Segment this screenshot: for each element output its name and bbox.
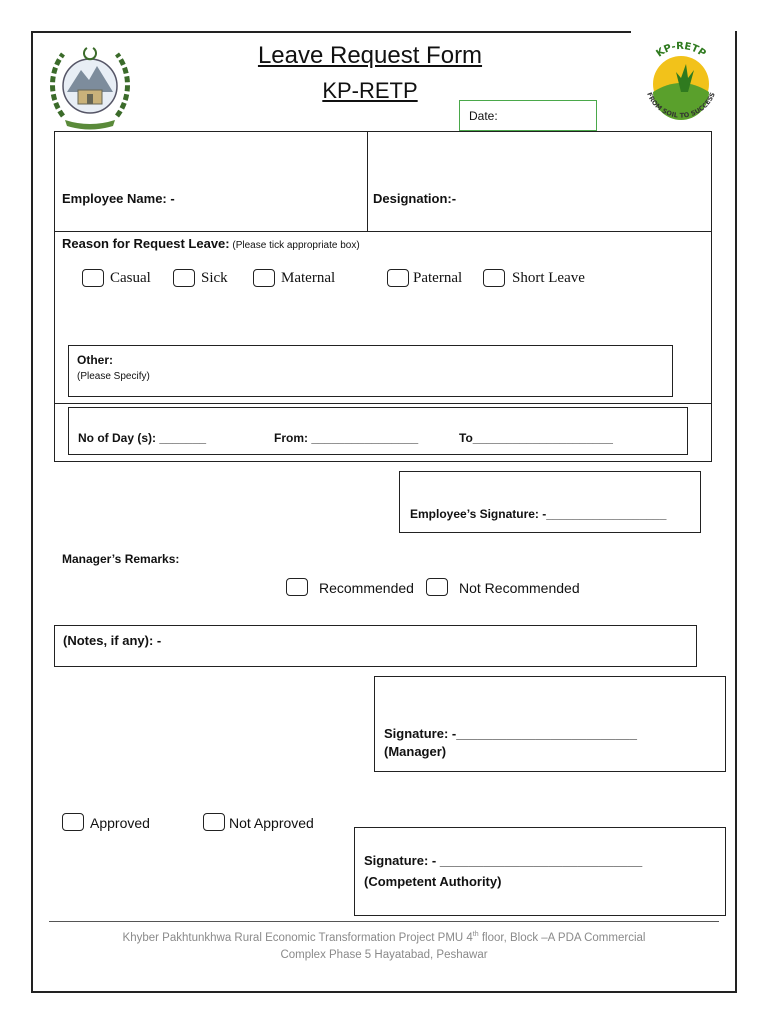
date-label: Date: (469, 109, 498, 123)
designation-label: Designation:- (373, 191, 457, 206)
reason-heading (62, 235, 360, 253)
employee-name-input[interactable] (175, 186, 360, 210)
footer-address (60, 926, 708, 964)
date-field[interactable] (459, 100, 597, 131)
footer-divider (49, 921, 719, 922)
employee-signature-box[interactable] (399, 471, 701, 533)
designation-input[interactable] (460, 186, 705, 210)
employee-signature-label: Employee’s Signature: -__________________ (410, 507, 667, 521)
other-label: Other: (77, 353, 113, 367)
form-title: Leave Request Form (257, 42, 483, 69)
divider (54, 231, 712, 232)
notes-label: (Notes, if any): - (63, 633, 162, 648)
employee-name-label: Employee Name: - (62, 191, 175, 206)
other-hint: (Please Specify) (77, 371, 150, 382)
manager-role-label: (Manager) (384, 744, 447, 759)
svg-text:FROM SOIL TO SUCCESS: FROM SOIL TO SUCCESS (645, 91, 717, 120)
sick-checkbox[interactable] (173, 269, 195, 287)
paternal-label: Paternal (413, 270, 463, 286)
approved-checkbox[interactable] (62, 813, 84, 831)
maternal-checkbox[interactable] (253, 269, 275, 287)
paternal-checkbox[interactable] (387, 269, 409, 287)
to-date-field[interactable]: To_____________________ (459, 431, 613, 445)
divider (367, 131, 368, 232)
footer-line-1: Khyber Pakhtunkhwa Rural Economic Transformation Project PMU 4th floor, Block –A PDA Commercial (122, 931, 646, 944)
svg-text:KP-RETP: KP-RETP (654, 40, 708, 60)
manager-remarks-label: Manager’s Remarks: (62, 552, 180, 566)
recommended-checkbox[interactable] (286, 578, 308, 596)
divider (54, 403, 712, 404)
footer-line-2: Complex Phase 5 Hayatabad, Peshawar (280, 948, 488, 961)
casual-label: Casual (110, 270, 151, 286)
not-recommended-checkbox[interactable] (426, 578, 448, 596)
not-approved-checkbox[interactable] (203, 813, 225, 831)
form-subtitle: KP-RETP (322, 78, 418, 103)
not-recommended-label: Not Recommended (459, 580, 580, 596)
days-field[interactable]: No of Day (s): _______ (78, 431, 207, 445)
kp-government-emblem-icon (45, 36, 135, 132)
authority-signature-box[interactable] (354, 827, 726, 916)
authority-role-label: (Competent Authority) (364, 874, 502, 889)
kp-retp-logo-icon (636, 34, 726, 130)
reason-hint: (Please tick appropriate box) (229, 240, 360, 251)
short-leave-label: Short Leave (512, 270, 585, 286)
other-reason-field[interactable] (68, 345, 673, 397)
reason-label: Reason for Request Leave: (62, 236, 230, 251)
page-top-border (31, 31, 631, 33)
authority-signature-label: Signature: - ____________________________ (364, 853, 643, 868)
recommended-label: Recommended (319, 580, 414, 596)
manager-signature-label: Signature: -_________________________ (384, 726, 637, 741)
maternal-label: Maternal (281, 270, 336, 286)
from-date-field[interactable]: From: ________________ (274, 431, 419, 445)
approved-label: Approved (90, 815, 150, 831)
sick-label: Sick (201, 270, 228, 286)
not-approved-label: Not Approved (229, 815, 314, 831)
casual-checkbox[interactable] (82, 269, 104, 287)
short-leave-checkbox[interactable] (483, 269, 505, 287)
